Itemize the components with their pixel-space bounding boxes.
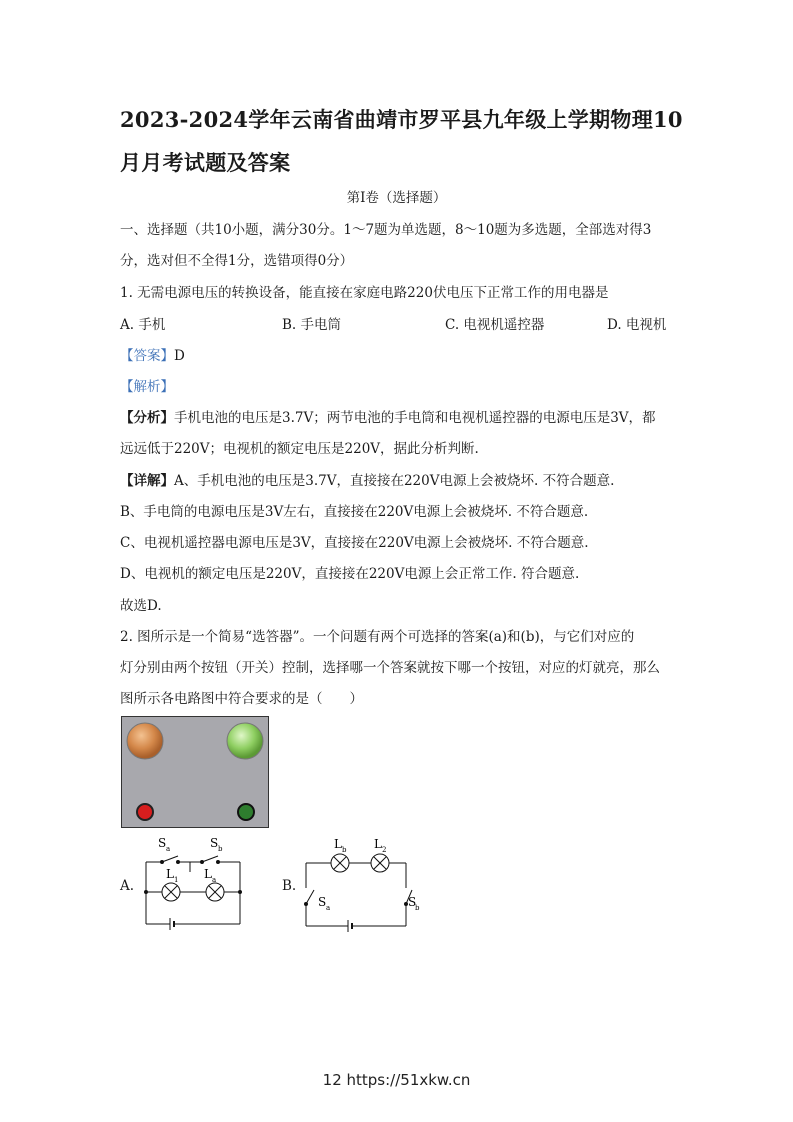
circuit-b-sb-sub: b — [415, 904, 420, 912]
xiangjie-label: 【详解】 — [120, 473, 174, 489]
q2-line2: 灯分别由两个按钮（开关）控制，选择哪一个答案就按下哪一个按钮，对应的灯就亮，那么 — [120, 660, 660, 676]
q2-line3: 图所示各电路图中符合要求的是（ ） — [120, 691, 363, 707]
fenxi-label: 【分析】 — [120, 410, 174, 426]
answer-label: 【答案】 — [120, 348, 174, 364]
section-header: 第Ⅰ卷（选择题） — [346, 190, 447, 206]
document-title-line1: 2023-2024学年云南省曲靖市罗平县九年级上学期物理10 — [120, 107, 683, 132]
lamp-b — [227, 723, 263, 759]
q2-option-b-label: B. — [282, 878, 297, 894]
circuit-b-lb-label: L — [334, 837, 342, 851]
answer-value: D — [174, 348, 185, 364]
circuit-a-sa-sub: a — [166, 845, 171, 853]
analysis-label: 【解析】 — [120, 379, 174, 395]
selector-device-svg — [121, 716, 269, 828]
q1-stem: 1. 无需电源电压的转换设备，能直接在家庭电路220伏电压下正常工作的用电器是 — [120, 285, 609, 301]
circuit-diagram-b — [300, 830, 420, 934]
instructions-line1: 一、选择题（共10小题，满分30分。1～7题为单选题，8～10题为多选题，全部选对得3 — [120, 222, 652, 238]
circuit-b-sa-sub: a — [326, 904, 331, 912]
page-footer: 12 https://51xkw.cn — [322, 1071, 471, 1089]
q1-answer-line — [120, 344, 185, 364]
circuit-b-l2-sub: 2 — [382, 846, 387, 854]
instructions-line2: 分，选对但不全得1分，选错项得0分） — [120, 253, 354, 269]
document-title-line2: 月月考试题及答案 — [120, 150, 291, 175]
fenxi-line1 — [120, 406, 656, 426]
circuit-a-sb-sub: b — [218, 845, 223, 853]
q1-option-d: D. 电视机 — [607, 317, 667, 333]
fenxi-text1: 手机电池的电压是3.7V；两节电池的手电筒和电视机遥控器的电源电压是3V，都 — [174, 410, 656, 426]
circuit-b-sb-label: S — [408, 895, 417, 909]
circuit-a-la-label: L — [204, 867, 212, 881]
xiangjie-a-text: A、手机电池的电压是3.7V，直接接在220V电源上会被烧坏. 不符合题意. — [174, 473, 615, 489]
xiangjie-a — [120, 469, 614, 489]
button-a — [137, 804, 153, 820]
selector-device-panel — [121, 716, 269, 828]
q1-option-a: A. 手机 — [120, 317, 166, 333]
circuit-b-sa-label: S — [318, 895, 327, 909]
lamp-a — [127, 723, 163, 759]
circuit-b-lb-sub: b — [342, 846, 347, 854]
xiangjie-d: D、电视机的额定电压是220V，直接接在220V电源上会正常工作. 符合题意. — [120, 566, 580, 582]
fenxi-line2: 远远低于220V；电视机的额定电压是220V，据此分析判断. — [120, 441, 479, 457]
circuit-diagram-a — [140, 832, 250, 930]
q2-option-a-label: A. — [120, 878, 135, 894]
circuit-a-l1-label: L — [166, 867, 174, 881]
xiangjie-c: C、电视机遥控器电源电压是3V，直接接在220V电源上会被烧坏. 不符合题意. — [120, 535, 589, 551]
circuit-a-sa-label: S — [158, 836, 167, 850]
q1-option-c: C. 电视机遥控器 — [445, 317, 545, 333]
circuit-a-la-sub: a — [212, 876, 217, 884]
xiangjie-b: B、手电筒的电源电压是3V左右，直接接在220V电源上会被烧坏. 不符合题意. — [120, 504, 589, 520]
q1-option-b: B. 手电筒 — [282, 317, 342, 333]
circuit-a-sb-label: S — [210, 836, 219, 850]
button-b — [238, 804, 254, 820]
q1-conclusion: 故选D. — [120, 598, 162, 614]
circuit-a-l1-sub: 1 — [174, 876, 179, 884]
q2-line1: 2. 图所示是一个简易“选答器”。一个问题有两个可选择的答案(a)和(b)，与它们对应的 — [120, 629, 635, 645]
circuit-b-l2-label: L — [374, 837, 382, 851]
